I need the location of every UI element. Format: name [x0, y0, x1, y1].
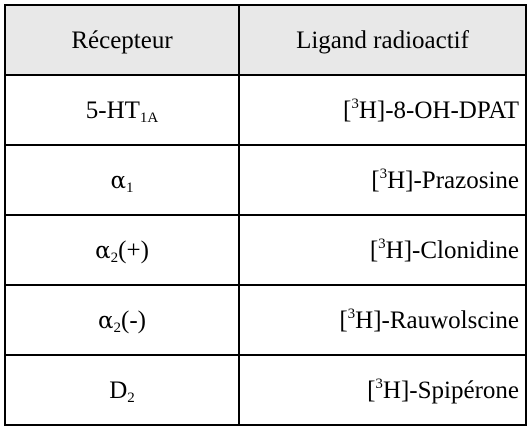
receptor-name: α: [95, 237, 111, 264]
ligand-isotope-mass: 3: [347, 305, 356, 322]
receptor-name: 5-HT: [85, 96, 140, 124]
ligand-bracket: [: [367, 376, 376, 404]
ligand-cell: [239, 145, 526, 215]
ligand-isotope-mass: 3: [375, 375, 383, 392]
header-receptor: Récepteur: [5, 5, 239, 75]
receptor-name: α: [97, 307, 114, 334]
receptor-cell: [5, 285, 239, 355]
ligand-bracket: [: [371, 166, 380, 194]
ligand-cell: [239, 285, 526, 355]
table-row: [5, 75, 526, 145]
receptor-cell: [5, 215, 239, 285]
receptor-subscript: 2: [127, 389, 135, 406]
ligand-bracket: [: [369, 236, 379, 264]
ligand-cell: [239, 355, 526, 425]
ligand-bracket: [: [342, 96, 352, 124]
ligand-cell: [239, 75, 526, 145]
receptor-suffix: (-): [121, 306, 147, 334]
receptor-suffix: (+): [118, 236, 149, 264]
receptor-cell: [5, 355, 239, 425]
ligand-isotope-mass: 3: [351, 95, 359, 112]
receptor-subscript: 2: [110, 249, 119, 266]
table-row: [5, 355, 526, 425]
ligand-name: H]-Prazosine: [387, 166, 519, 194]
ligand-name: H]-Rauwolscine: [355, 306, 519, 334]
table-row: [5, 285, 526, 355]
table-row: [5, 215, 526, 285]
ligand-name: H]-Clonidine: [385, 236, 519, 264]
ligand-name: H]-Spipérone: [382, 376, 519, 404]
receptor-cell: [5, 145, 239, 215]
header-row: [5, 5, 526, 75]
receptor-ligand-table: [4, 4, 527, 426]
ligand-isotope-mass: 3: [379, 165, 388, 182]
receptor-name: D: [109, 376, 128, 404]
receptor-subscript: 2: [113, 319, 122, 336]
header-ligand: Ligand radioactif: [239, 5, 526, 75]
ligand-name: H]-8-OH-DPAT: [358, 96, 519, 124]
table-row: [5, 145, 526, 215]
ligand-bracket: [: [339, 306, 348, 334]
receptor-subscript: 1: [126, 179, 134, 196]
receptor-name: α: [110, 167, 127, 194]
ligand-isotope-mass: 3: [378, 235, 386, 252]
receptor-cell: [5, 75, 239, 145]
ligand-cell: [239, 215, 526, 285]
receptor-subscript: 1A: [139, 109, 159, 126]
